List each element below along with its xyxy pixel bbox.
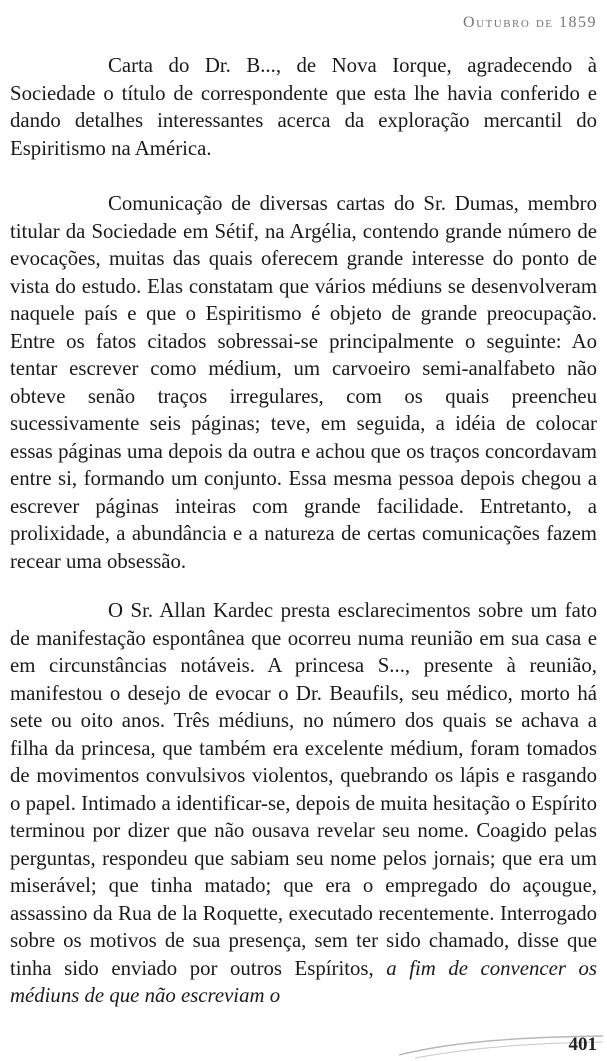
paragraph-body-text: O Sr. Allan Kardec presta esclarecimentos sobre um fato de manifestação espontânea que ocorreu numa reunião em sua casa e em circunstâncias notáveis. A princesa S..., presente à reunião, manifestou o desejo de evocar o Dr. Beaufils, seu médico, morto há sete ou oito anos. Três médiuns, no número dos quais se achava a filha da princesa, que também era excelente médium, foram tomados de movimentos convulsivos violentos, quebrando os lápis e rasgando o papel. Intimado a identificar-se, depois de muita hesitação o Espírito terminou por dizer que não ousava revelar seu nome. Coagido pelas perguntas, respondeu que sabiam seu nome pelos jornais; que era um miserável; que tinha matado; que era o empregado do açougue, assassino da Rua de la Roquette, executado recentemente. Interrogado sobre os motivos de sua presença, sem ter sido chamado, disse que tinha sido enviado por outros Espíritos,: [10, 599, 597, 980]
running-header: Outubro de 1859: [463, 14, 597, 31]
paragraph-kardec-clarification: [10, 597, 597, 1010]
paragraph-letter-dr-b: Carta do Dr. B..., de Nova Iorque, agradecendo à Sociedade o título de correspondente que esta lhe havia conferido e dando detalhes interessantes acerca da exploração mercantil do Espiritismo na América.: [10, 54, 597, 160]
page-number: 401: [568, 1034, 597, 1055]
paragraph-italic-text: a fim de convencer os médiuns de que não escreviam o: [10, 956, 597, 1007]
paragraph-dumas-letters: Comunicação de diversas cartas do Sr. Dumas, membro titular da Sociedade em Sétif, na Argélia, contendo grande número de evocações, muitas das quais oferecem grande interesse do ponto de vista do estudo. Elas constatam que vários médiuns se desenvolveram naquele país e que o Espiritismo é objeto de grande preocupação. Entre os fatos citados sobressai-se principalmente o seguinte: Ao tentar escrever como médium, um carvoeiro semi-analfabeto não obteve senão traços irregulares, com os quais preencheu sucessivamente seis páginas; teve, em seguida, a idéia de colocar essas páginas uma depois da outra e achou que os traços concordavam entre si, formando um conjunto. Essa mesma pessoa depois chegou a escrever páginas inteiras com grande facilidade. Entretanto, a prolixidade, a abundância e a natureza de certas comunicações fazem recear uma obsessão.: [10, 192, 597, 573]
